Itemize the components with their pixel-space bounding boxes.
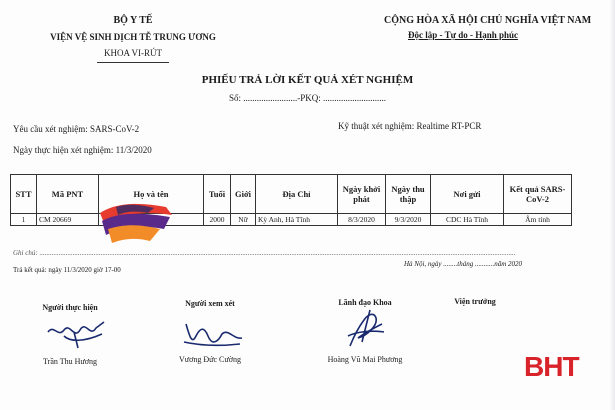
signature-role-reviewer: Người xem xét [185, 299, 235, 308]
signature-name-head: Hoàng Vũ Mai Phương [327, 355, 403, 364]
header-noi-gui: Nơi gửi [431, 175, 504, 214]
header-ho-ten: Họ và tên [99, 175, 204, 214]
signature-mark-reviewer [178, 318, 248, 350]
cell-noi-gui: CDC Hà Tĩnh [431, 214, 504, 226]
cell-ket-qua: Âm tính [504, 214, 572, 226]
signature-role-performer: Người thực hiện [42, 303, 98, 312]
signature-name-reviewer: Vương Đức Cường [179, 355, 241, 364]
bht-watermark-logo [524, 350, 590, 380]
signature-name-performer: Trần Thu Hương [43, 357, 97, 366]
institute-name: VIỆN VỆ SINH DỊCH TỄ TRUNG ƯƠNG [50, 32, 216, 42]
name-redaction-scribble [98, 199, 178, 245]
signature-role-head: Lãnh đạo Khoa [338, 298, 392, 307]
result-table [10, 174, 572, 226]
cell-gioi: Nữ [231, 214, 256, 226]
cell-stt: 1 [11, 214, 37, 226]
cell-ngay-thu-thap: 9/3/2020 [386, 214, 431, 226]
national-motto: Độc lập - Tự do - Hạnh phúc [408, 30, 519, 40]
signature-role-director: Viện trưởng [454, 297, 496, 306]
test-technique: Kỹ thuật xét nghiệm: Realtime RT-PCR [338, 121, 482, 131]
page-edge-shadow [609, 0, 615, 410]
cell-tuoi: 2000 [204, 214, 231, 226]
header-ngay-khoi-phat: Ngày khởi phát [338, 175, 386, 214]
test-requested: Yêu cầu xét nghiệm: SARS-CoV-2 [13, 124, 140, 134]
svg-text:BHT: BHT [524, 351, 579, 380]
cell-dia-chi: Kỳ Anh, Hà Tĩnh [256, 214, 338, 226]
signature-mark-head [340, 306, 390, 350]
header-ket-qua: Kết quả SARS-CoV-2 [504, 175, 572, 214]
header-divider-left [97, 62, 169, 63]
table-row [11, 214, 572, 226]
header-gioi: Giới [231, 175, 256, 214]
department-name: KHOA VI-RÚT [103, 48, 163, 58]
ministry-name: BỘ Y TẾ [113, 15, 153, 26]
cell-ngay-khoi-phat: 8/3/2020 [338, 214, 386, 226]
cell-ma-pnt: CM 20669 [37, 214, 99, 226]
place-date-line: Hà Nội, ngày ........tháng ...........năm 2020 [404, 260, 523, 268]
return-time: Trả kết quả: ngày 11/3/2020 giờ 17-00 [13, 266, 121, 274]
header-ngay-thu-thap: Ngày thu thập [386, 175, 431, 214]
document-number: Số: ........................-PKQ: ............................ [228, 93, 386, 103]
header-ma-pnt: Mã PNT [37, 175, 99, 214]
header-stt: STT [11, 175, 37, 214]
test-date: Ngày thực hiện xét nghiệm: 11/3/2020 [13, 145, 152, 155]
document-title: PHIẾU TRẢ LỜI KẾT QUẢ XÉT NGHIỆM [201, 74, 414, 86]
header-tuoi: Tuổi [204, 175, 231, 214]
signature-mark-performer [44, 318, 114, 352]
table-header-row [11, 175, 572, 214]
notes-line: Ghi chú: ................................................................................................................................................................................................................................................................................ [13, 249, 516, 257]
republic-name: CỘNG HÒA XÃ HỘI CHỦ NGHĨA VIỆT NAM [384, 15, 592, 26]
header-dia-chi: Địa Chỉ [256, 175, 338, 214]
